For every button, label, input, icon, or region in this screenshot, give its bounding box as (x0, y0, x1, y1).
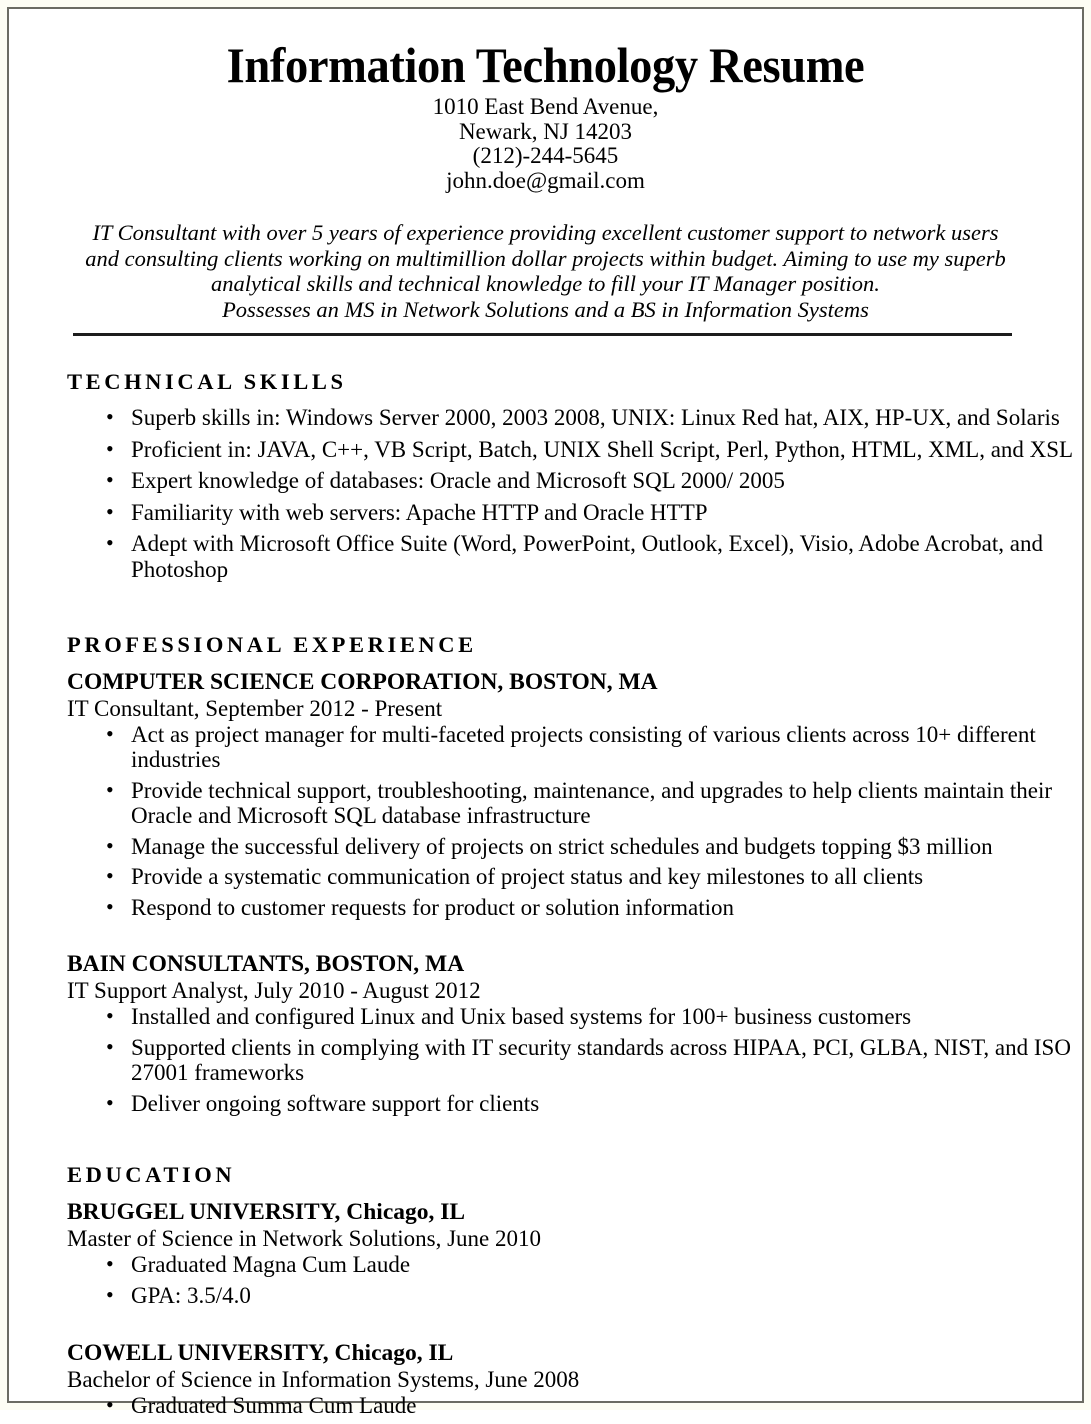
experience-organization: COMPUTER SCIENCE CORPORATION, BOSTON, MA (67, 668, 658, 695)
experience-role: IT Consultant, September 2012 - Present (67, 695, 443, 721)
list-item: • Provide a systematic communication of project status and key milestones to all clients (67, 864, 1082, 895)
summary-line-4: Possesses an MS in Network Solutions and a BS in Information Systems (222, 296, 869, 322)
section-heading-education: EDUCATION (67, 1162, 236, 1188)
experience-bullets (67, 722, 1082, 926)
skills-list (67, 405, 1082, 588)
experience-role: IT Support Analyst, July 2010 - August 2012 (67, 978, 481, 1004)
section-technical-skills (9, 370, 1082, 588)
experience-entry (67, 951, 1082, 1121)
education-degree: Bachelor of Science in Information Systems, June 2008 (67, 1367, 580, 1393)
list-item: • Manage the successful delivery of projects on strict schedules and budgets topping $3 million (67, 834, 1082, 865)
education-entry (67, 1199, 1082, 1313)
section-education (9, 1163, 1082, 1423)
list-item: • Graduated Summa Cum Laude (67, 1393, 1082, 1424)
page-title: Information Technology Resume (226, 37, 865, 93)
section-professional-experience (9, 633, 1082, 1121)
education-entry (67, 1340, 1082, 1424)
list-item: • Superb skills in: Windows Server 2000, 2003 2008, UNIX: Linux Red hat, AIX, HP-UX, and Solaris (67, 405, 1082, 437)
contact-block (9, 95, 1082, 193)
education-bullets (67, 1393, 1082, 1424)
experience-entry (67, 669, 1082, 926)
education-bullets (67, 1252, 1082, 1313)
resume-header (9, 37, 1082, 193)
summary-line-2: and consulting clients working on multimillion dollar projects within budget. Aiming to use my superb (85, 245, 1006, 271)
page-border (7, 7, 1084, 1419)
section-heading-technical-skills: TECHNICAL SKILLS (67, 369, 347, 395)
list-item: • Familiarity with web servers: Apache HTTP and Oracle HTTP (67, 500, 1082, 532)
section-heading-professional-experience: PROFESSIONAL EXPERIENCE (67, 632, 477, 658)
header-divider (73, 333, 1012, 336)
experience-bullets (67, 1004, 1082, 1121)
contact-city-state-zip: Newark, NJ 14203 (458, 118, 633, 144)
list-item: • Act as project manager for multi-faceted projects consisting of various clients across 10+ different industries (67, 722, 1082, 778)
summary-line-3: analytical skills and technical knowledge to fill your IT Manager position. (211, 271, 880, 297)
skills-block (67, 405, 1082, 588)
resume-document (9, 9, 1082, 1419)
education-organization: COWELL UNIVERSITY, Chicago, IL (67, 1340, 454, 1367)
summary-statement (81, 220, 1010, 322)
list-item: • Provide technical support, troubleshooting, maintenance, and upgrades to help clients maintain their Oracle and Microsoft SQL database infrastructure (67, 778, 1082, 834)
contact-address: 1010 East Bend Avenue, (432, 94, 659, 119)
list-item: • Installed and configured Linux and Unix based systems for 100+ business customers (67, 1004, 1082, 1035)
list-item: • Respond to customer requests for product or solution information (67, 895, 1082, 926)
experience-organization: BAIN CONSULTANTS, BOSTON, MA (67, 951, 465, 978)
education-organization: BRUGGEL UNIVERSITY, Chicago, IL (67, 1199, 466, 1226)
list-item: • Adept with Microsoft Office Suite (Word, PowerPoint, Outlook, Excel), Visio, Adobe Acrobat, and Photoshop (67, 531, 1082, 588)
list-item: • Expert knowledge of databases: Oracle and Microsoft SQL 2000/ 2005 (67, 468, 1082, 500)
list-item: • Graduated Magna Cum Laude (67, 1252, 1082, 1283)
list-item: • GPA: 3.5/4.0 (67, 1283, 1082, 1314)
summary-line-1: IT Consultant with over 5 years of experience providing excellent customer support to network users (92, 220, 999, 246)
contact-phone: (212)-244-5645 (472, 143, 619, 169)
education-degree: Master of Science in Network Solutions, June 2010 (67, 1226, 541, 1252)
contact-email: john.doe@gmail.com (446, 167, 645, 193)
list-item: • Supported clients in complying with IT security standards across HIPAA, PCI, GLBA, NIST, and ISO 27001 frameworks (67, 1035, 1082, 1091)
list-item: • Proficient in: JAVA, C++, VB Script, Batch, UNIX Shell Script, Perl, Python, HTML, XML, and XSL (67, 437, 1082, 469)
list-item: • Deliver ongoing software support for clients (67, 1091, 1082, 1122)
